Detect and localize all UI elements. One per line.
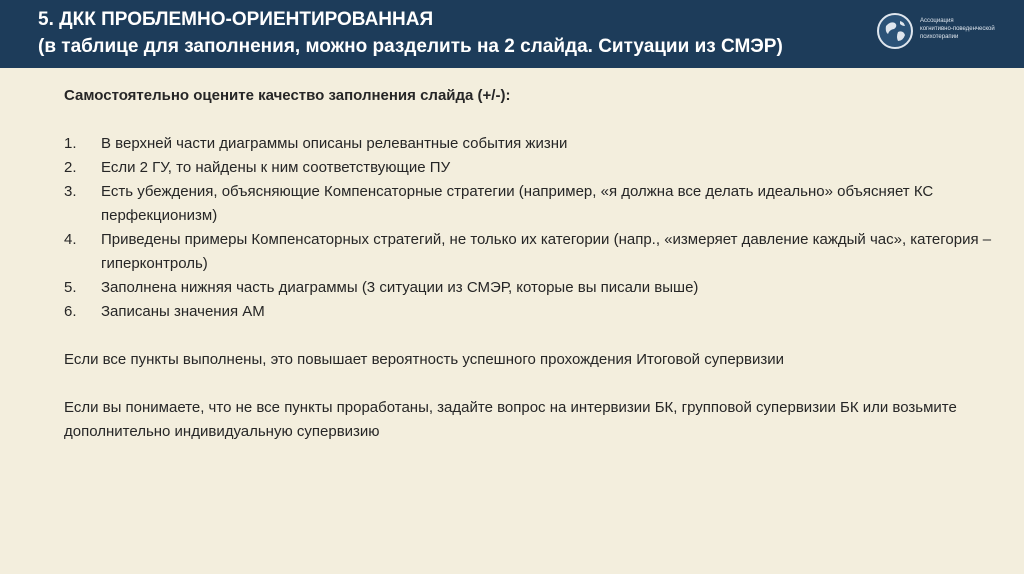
- note-paragraph-advice: Если вы понимаете, что не все пункты проработаны, задайте вопрос на интервизии БК, групповой супервизии БК или возьмите дополнительно индивидуальную супервизию: [64, 399, 957, 440]
- item-number: 3.: [64, 183, 77, 200]
- logo-line1: Ассоциация: [920, 18, 954, 24]
- item-number: 6.: [64, 303, 77, 320]
- logo-line3: психотерапии: [920, 34, 959, 40]
- slide-title: [38, 6, 858, 60]
- checklist-item: [64, 132, 994, 156]
- item-number: 1.: [64, 135, 77, 152]
- checklist-item: [64, 276, 994, 300]
- item-text: Если 2 ГУ, то найдены к ним соответствующие ПУ: [101, 159, 451, 176]
- item-text: Есть убеждения, объясняющие Компенсаторные стратегии (например, «я должна все делать идеально» объясняет КС перфекционизм): [101, 183, 934, 224]
- logo-text: [920, 17, 1020, 41]
- item-text: Заполнена нижняя часть диаграммы (3 ситуации из СМЭР, которые вы писали выше): [101, 279, 699, 296]
- checklist: [64, 132, 994, 324]
- item-number: 5.: [64, 279, 77, 296]
- item-number: 4.: [64, 231, 77, 248]
- association-logo: [876, 12, 1016, 52]
- slide-content: [64, 84, 994, 444]
- checklist-item: [64, 156, 994, 180]
- slide-title-line2: (в таблице для заполнения, можно разделить на 2 слайда. Ситуации из СМЭР): [38, 36, 783, 57]
- note-paragraph-success: Если все пункты выполнены, это повышает вероятность успешного прохождения Итоговой супервизии: [64, 351, 784, 368]
- checklist-item: [64, 300, 994, 324]
- checklist-item: [64, 180, 994, 228]
- globe-icon: [876, 12, 914, 50]
- checklist-item: [64, 228, 994, 276]
- item-number: 2.: [64, 159, 77, 176]
- item-text: Записаны значения АМ: [101, 303, 265, 320]
- checklist-intro: Самостоятельно оцените качество заполнения слайда (+/-):: [64, 87, 511, 104]
- slide-title-line1: 5. ДКК ПРОБЛЕМНО-ОРИЕНТИРОВАННАЯ: [38, 9, 434, 30]
- item-text: Приведены примеры Компенсаторных стратегий, не только их категории (напр., «измеряет давление каждый час», категория – гиперконтроль): [101, 231, 992, 272]
- logo-line2: когнитивно-поведенческой: [920, 26, 995, 32]
- item-text: В верхней части диаграммы описаны релевантные события жизни: [101, 135, 568, 152]
- slide-header: [0, 0, 1024, 68]
